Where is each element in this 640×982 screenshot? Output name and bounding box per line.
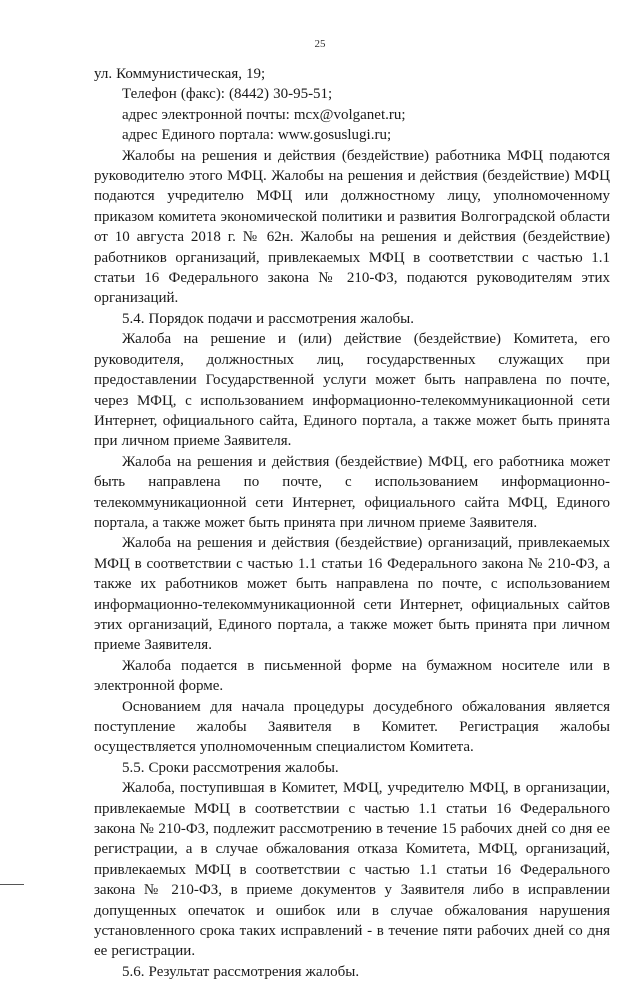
paragraph: адрес электронной почты: mcx@volganet.ru;	[122, 106, 406, 123]
paragraph: Телефон (факс): (8442) 30-95-51;	[122, 86, 333, 103]
paragraph: Жалоба подается в письменной форме на бумажном носителе или в электронной форме.	[94, 657, 610, 695]
paragraph: Жалоба на решения и действия (бездействие) МФЦ, его работника может быть направлена по почте, с использованием информационно-телекоммуникационной сети Интернет, официального сайта МФЦ, Единого портала, а также может быть принята при личном приеме Заявителя.	[94, 453, 610, 531]
paragraph: Жалоба, поступившая в Комитет, МФЦ, учредителю МФЦ, в организации, привлекаемые МФЦ в соответствии с частью 1.1 статьи 16 Федерального закона № 210-ФЗ, подлежит рассмотрению в течение 15 рабочих дней со дня ее регистрации, а в случае обжалования отказа Комитета, МФЦ, организаций, привлекаемых МФЦ в соответствии с частью 1.1 статьи 16 Федерального закона № 210-ФЗ, в приеме документов у Заявителя либо в исправлении допущенных опечаток и ошибок или в случае обжалования нарушения установленного срока таких исправлений - в течение пяти рабочих дней со дня ее регистрации.	[94, 780, 610, 960]
paragraph: Жалоба на решения и действия (бездействие) организаций, привлекаемых МФЦ в соответствии с частью 1.1 статьи 16 Федерального закона № 210-ФЗ, а также их работников может быть направлена по почте, с использованием информационно-телекоммуникационной сети Интернет, официальных сайтов этих организаций, Единого портала, а также может быть принята при личном приеме Заявителя.	[94, 535, 610, 654]
paragraph: адрес Единого портала: www.gosuslugi.ru;	[122, 127, 392, 144]
paragraph: 5.4. Порядок подачи и рассмотрения жалобы.	[122, 310, 415, 327]
page-number: 25	[314, 38, 326, 50]
paragraph: Жалоба на решение и (или) действие (бездействие) Комитета, его руководителя, должностных лиц, государственных служащих при предоставлении Государственной услуги может быть направлена по почте, через МФЦ, с использованием информационно-телекоммуникационной сети Интернет, официального сайта, Единого портала, а также может быть принята при личном приеме Заявителя.	[94, 331, 610, 450]
paragraph: Основанием для начала процедуры досудебного обжалования является поступление жалобы Заявителя в Комитет. Регистрация жалобы осуществляется уполномоченным специалистом Комитета.	[94, 698, 610, 756]
paragraph: 5.6. Результат рассмотрения жалобы.	[122, 963, 360, 980]
paragraph: ул. Коммунистическая, 19;	[94, 66, 266, 82]
paragraph: Жалобы на решения и действия (бездействие) работника МФЦ подаются руководителю этого МФЦ. Жалобы на решения и действия (бездействие) МФЦ подаются учредителю МФЦ или должностному лицу, уполномоченному приказом комитета экономической политики и развития Волгоградской области от 10 августа 2018 г. № 62н. Жалобы на решения и действия (бездействие) работников организаций, привлекаемых МФЦ в соответствии с частью 1.1 статьи 16 Федерального закона № 210-ФЗ, подаются руководителям этих организаций.	[94, 147, 610, 307]
paragraph: 5.5. Сроки рассмотрения жалобы.	[122, 759, 339, 776]
scan-edge-mark	[0, 884, 24, 885]
document-body	[94, 64, 610, 982]
